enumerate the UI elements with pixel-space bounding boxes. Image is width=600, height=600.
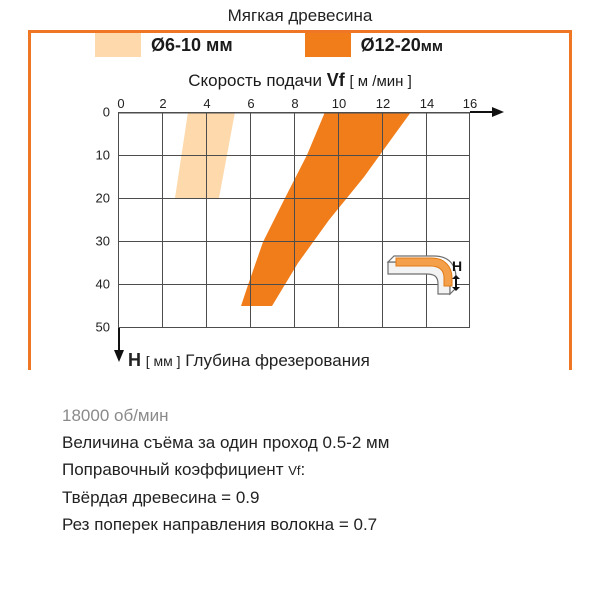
x-tick-8: 8 (291, 96, 299, 111)
tool-h-label: H (452, 258, 463, 274)
legend-swatch-light (95, 33, 141, 57)
x-axis-header-unit: [ м /мин ] (349, 73, 412, 90)
legend-label-d12-20 (361, 35, 443, 56)
y-tick-10: 10 (95, 147, 110, 163)
footer-line-hardwood: Твёрдая древесина = 0.9 (62, 488, 260, 507)
x-tick-4: 4 (203, 96, 211, 111)
legend-item-d6-10 (95, 33, 233, 57)
footer-coef-colon: : (300, 460, 306, 479)
x-tick-16: 16 (462, 96, 478, 111)
x-tick-10: 10 (331, 96, 347, 111)
y-axis-caption-text: Глубина фрезерования (185, 351, 370, 370)
page-title: Мягкая древесина (227, 6, 373, 25)
x-axis-header (0, 70, 600, 91)
x-tick-0: 0 (117, 96, 125, 111)
x-axis-header-symbol: Vf (326, 70, 345, 90)
legend-swatch-dark (305, 33, 351, 57)
legend-label-d12-20-unit: мм (420, 37, 443, 55)
footer-line-crosscut: Рез поперек направления волокна = 0.7 (62, 515, 378, 534)
footer-line-coef (62, 456, 582, 484)
x-tick-2: 2 (159, 96, 167, 111)
x-axis-header-text: Скорость подачи (188, 71, 322, 90)
x-tick-6: 6 (247, 96, 255, 111)
y-tick-40: 40 (95, 276, 110, 292)
legend (95, 33, 515, 57)
x-tick-14: 14 (419, 96, 435, 111)
footer-line-rpm: 18000 об/мин (62, 406, 169, 425)
legend-item-d12-20 (305, 33, 443, 57)
footer-coef-symbol: Vf (288, 463, 301, 478)
y-tick-50: 50 (95, 319, 110, 335)
y-tick-20: 20 (95, 190, 110, 206)
y-tick-0: 0 (102, 104, 110, 120)
y-axis-arrow (112, 328, 126, 362)
y-tick-30: 30 (95, 233, 110, 249)
legend-label-d12-20-main: Ø12-20 (360, 34, 421, 55)
y-axis-caption-unit: [ мм ] (145, 353, 181, 369)
tool-sketch-icon (382, 248, 470, 300)
x-axis-arrow (470, 106, 504, 118)
x-tick-12: 12 (375, 96, 391, 111)
y-axis-caption (128, 350, 370, 371)
footer-coef-text: Поправочный коэффициент (62, 460, 289, 479)
legend-label-d6-10: Ø6-10 мм (151, 34, 233, 55)
footer-line-depth: Величина съёма за один проход 0.5-2 мм (62, 433, 390, 452)
y-axis-caption-symbol: H (128, 350, 141, 370)
footer-notes (62, 402, 582, 538)
